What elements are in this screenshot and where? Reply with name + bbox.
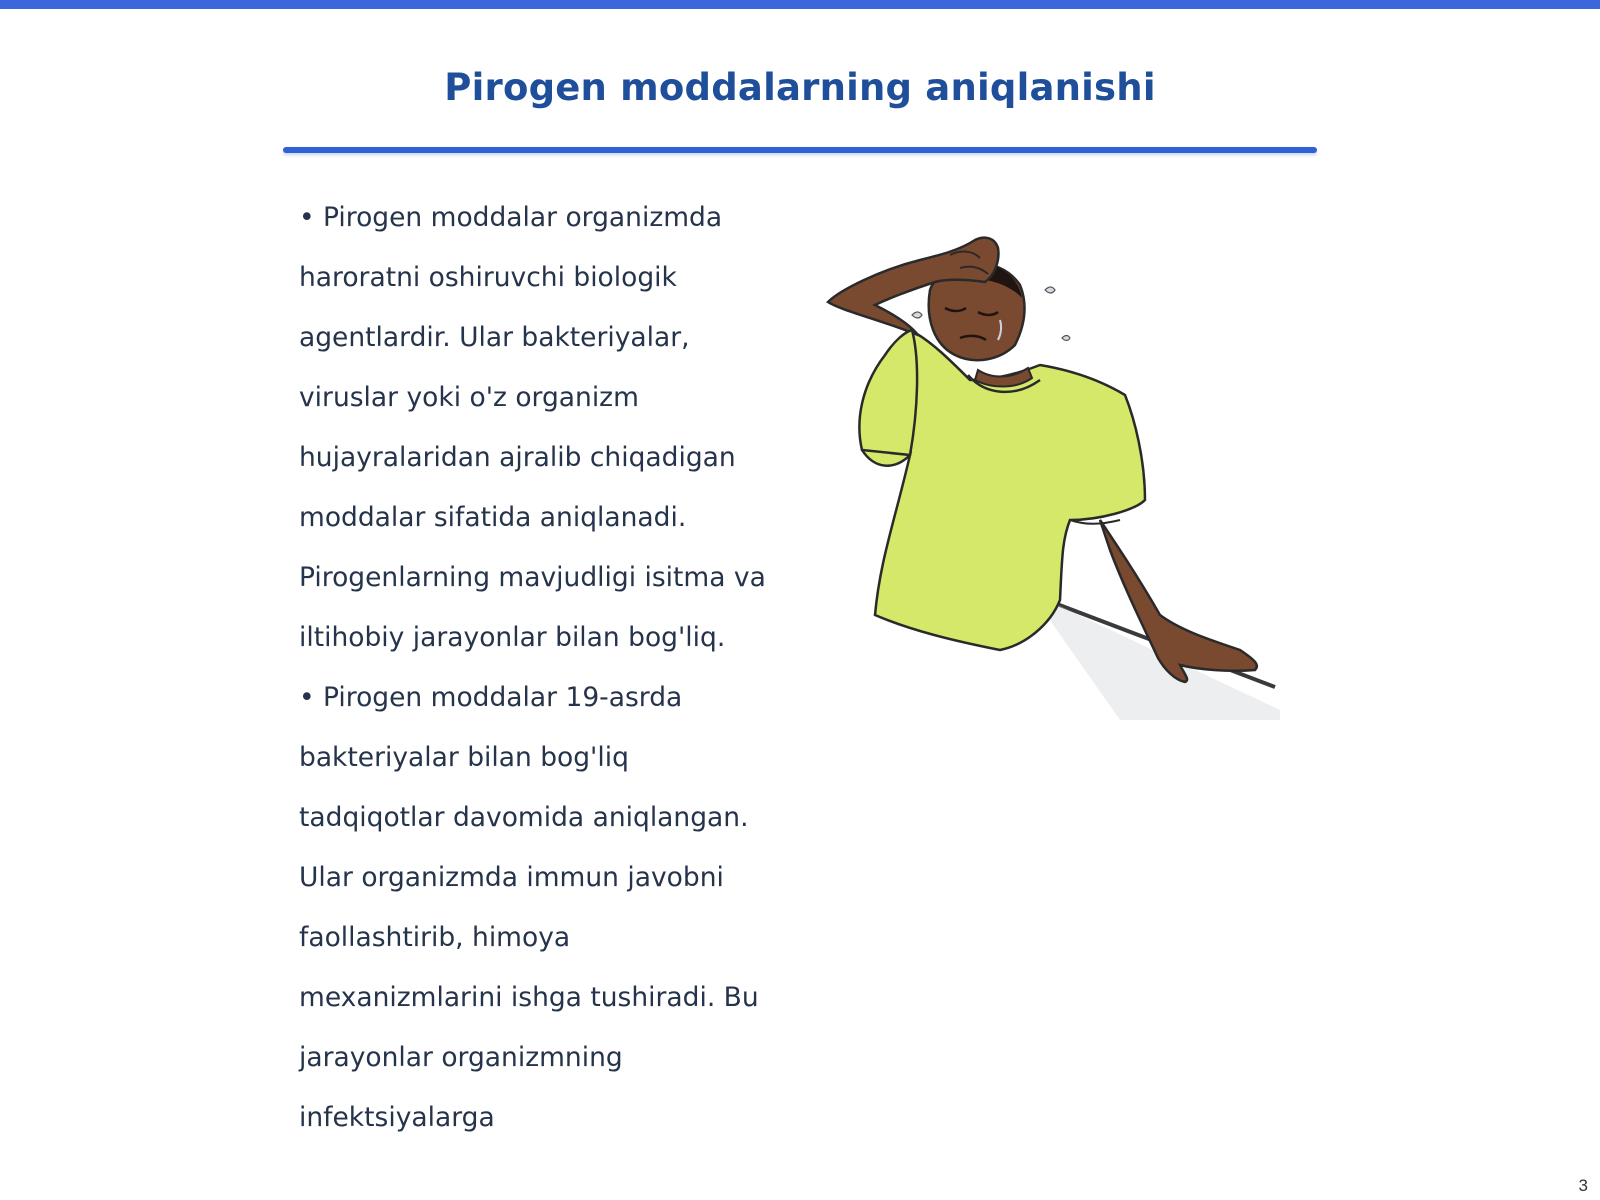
bullet-item-2 (299, 668, 769, 1148)
bullet-text: Pirogen moddalar organizmda haroratni oshiruvchi biologik agentlardir. Ular bakteriyalar, viruslar yoki o'z organizm hujayralaridan ajralib chiqadigan moddalar sifatida aniqlanadi. Pirogenlarning mavjudligi isitma va iltihobiy jarayonlar bilan bog'liq. (299, 202, 766, 653)
page-number: 3 (1578, 1176, 1588, 1195)
bullet-text: Pirogen moddalar 19-asrda bakteriyalar bilan bog'liq tadqiqotlar davomida aniqlangan. Ular organizmda immun javobni faollashtirib, himoya mexanizmlarini ishga tushiradi. Bu jarayonlar organizmning infektsiyalarga (299, 682, 759, 1133)
body-text (299, 188, 769, 1148)
fever-person-illustration (800, 220, 1320, 740)
bullet-marker: • (299, 202, 315, 233)
slide-title: Pirogen moddalarning aniqlanishi (444, 66, 1156, 109)
top-accent-bar (0, 0, 1600, 9)
bullet-marker: • (299, 682, 315, 713)
bullet-item-1 (299, 188, 769, 668)
title-underline (283, 147, 1317, 153)
